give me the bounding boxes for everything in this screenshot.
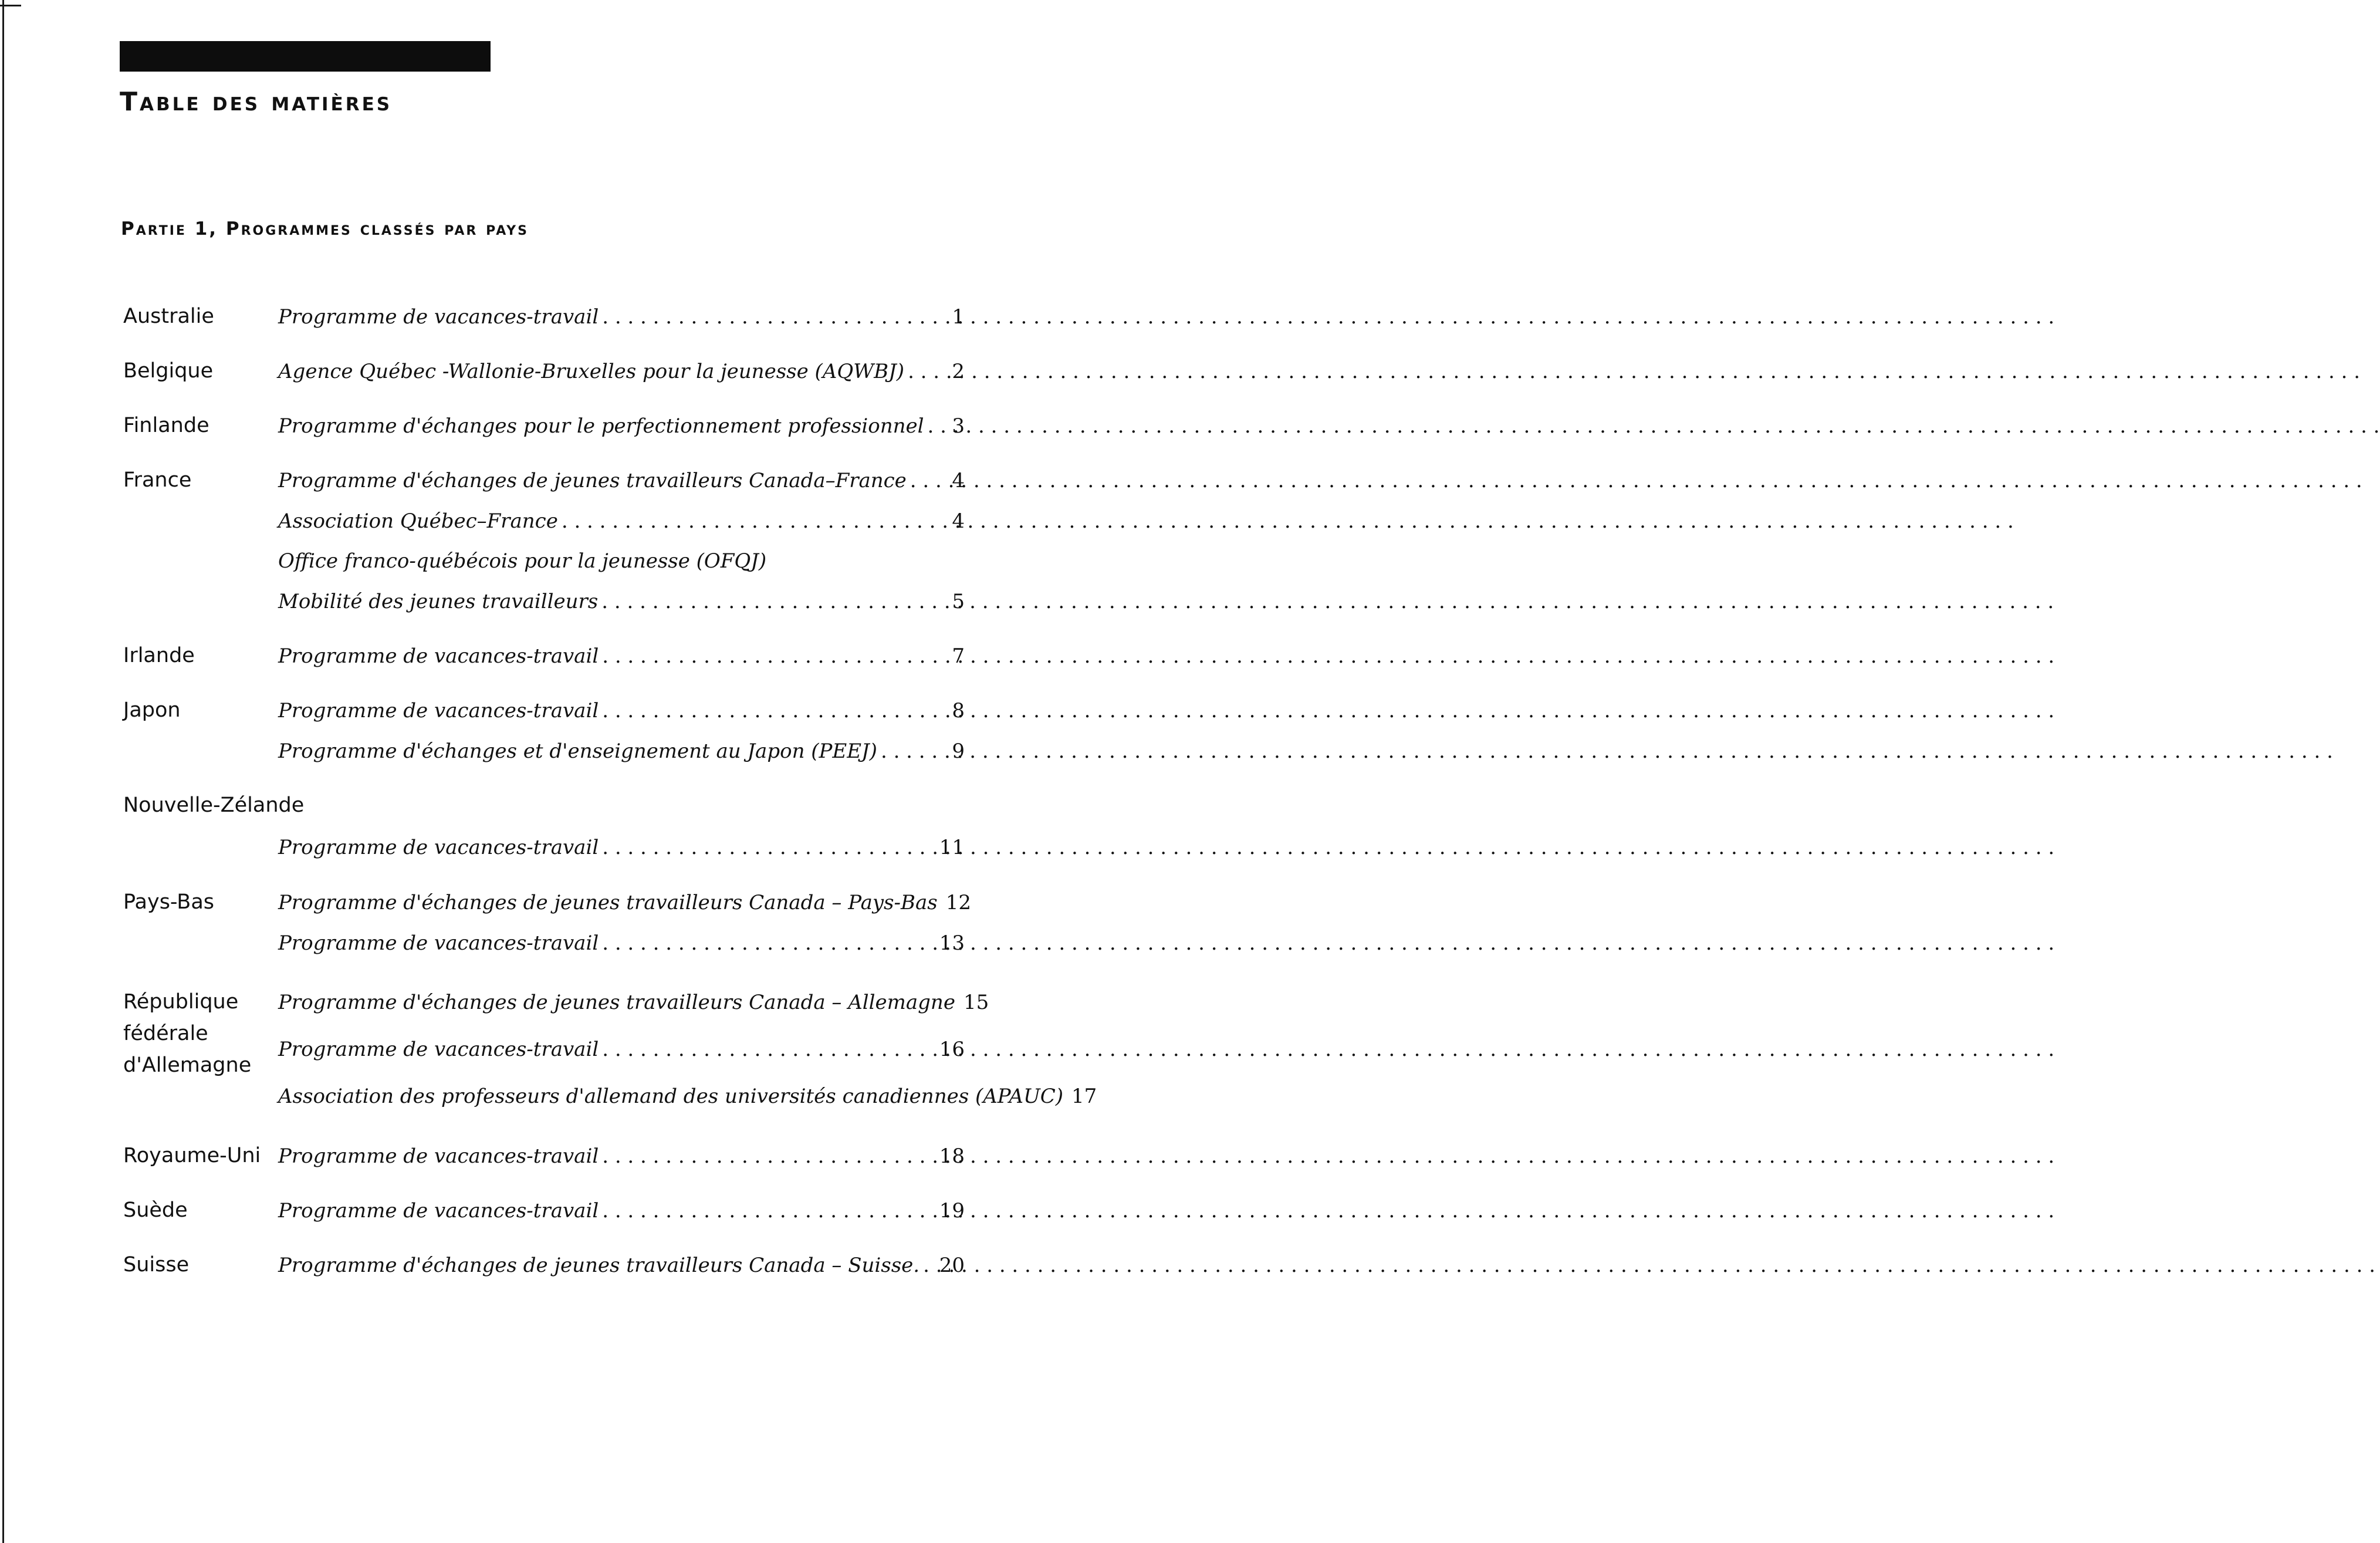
toc-entry [278, 735, 965, 768]
toc-page-number: 16 [939, 1038, 965, 1061]
toc-page-number: 7 [952, 644, 965, 668]
toc-entry-title: Office franco-québécois pour la jeunesse (OFQJ) [278, 549, 767, 573]
toc-entry [278, 1033, 965, 1066]
dot-leader [923, 1249, 935, 1282]
toc-page-number: 8 [952, 699, 965, 722]
dot-leader [602, 1194, 935, 1227]
toc-page-number: 2 [952, 360, 965, 383]
dot-leader [601, 585, 939, 618]
toc-page-number: 20 [939, 1254, 965, 1277]
toc-entry-title: Association Québec–France [278, 509, 558, 533]
toc-entry-title: Agence Québec -Wallonie-Bruxelles pour la jeunesse (AQWBJ) [278, 360, 905, 383]
toc-entry-title: Programme d'échanges de jeunes travailleurs Canada – Pays-Bas [278, 891, 938, 914]
toc-entry [278, 1194, 965, 1227]
toc-page-number: 3 [952, 414, 965, 438]
header-bar [120, 41, 491, 72]
toc-entry-title: Programme d'échanges et d'enseignement au Japon (PEEJ) [278, 740, 877, 763]
toc-entry-title: Programme d'échanges de jeunes travailleurs Canada – Suisse. [278, 1254, 920, 1277]
toc-page-number: 19 [939, 1199, 965, 1223]
binding-edge-line [2, 0, 4, 1543]
toc-page-number: 4 [952, 469, 965, 492]
toc-entry [278, 1249, 965, 1282]
dot-leader [602, 1140, 935, 1173]
toc-entry [278, 355, 965, 388]
toc-page-number: 18 [939, 1144, 965, 1168]
toc-entry [278, 927, 965, 960]
page-title: Table des matières [120, 87, 393, 117]
toc-entry [278, 640, 965, 673]
toc-entry-title: Programme de vacances-travail [278, 305, 599, 329]
country-label: Australie [123, 305, 214, 328]
country-label: Japon [123, 698, 181, 722]
toc-entry [278, 505, 965, 538]
toc-entry [278, 301, 965, 333]
toc-entry-title: Association des professeurs d'allemand des universités canadiennes (APAUC) [278, 1085, 1064, 1108]
country-label: République fédérale d'Allemagne [123, 990, 252, 1077]
part-title: Partie 1, Programmes classés par pays [121, 218, 529, 239]
toc-page-number: 5 [952, 590, 965, 613]
toc-entry-title: Programme de vacances-travail [278, 931, 599, 955]
toc-entry [278, 886, 971, 919]
toc-entry-title: Programme de vacances-travail [278, 644, 599, 668]
dot-leader [910, 464, 939, 497]
toc-entry [278, 986, 989, 1019]
toc-page-number: 9 [952, 740, 965, 763]
country-label: France [123, 468, 192, 492]
toc-entry [278, 545, 965, 578]
dot-leader [602, 640, 939, 673]
dot-leader [928, 410, 939, 443]
dot-leader [602, 927, 935, 960]
country-label: Suède [123, 1198, 188, 1222]
binding-edge-tick [0, 5, 21, 6]
toc-entry [278, 694, 965, 727]
toc-entry-title: Programme de vacances-travail [278, 836, 599, 859]
country-label: Pays-Bas [123, 890, 215, 914]
country-label: Irlande [123, 644, 195, 667]
toc-entry [278, 1080, 1097, 1113]
toc-entry-title: Programme d'échanges pour le perfectionnement professionnel [278, 414, 924, 438]
dot-leader [908, 355, 939, 388]
toc-entry [278, 410, 965, 443]
country-label: Belgique [123, 359, 214, 383]
toc-page-number: 17 [1071, 1085, 1097, 1108]
toc-entry-title: Mobilité des jeunes travailleurs [278, 590, 599, 613]
toc-entry [278, 585, 965, 618]
toc-entry-title: Programme de vacances-travail [278, 699, 599, 722]
toc-entry-title: Programme de vacances-travail [278, 1038, 599, 1061]
toc-page-number: 13 [939, 931, 965, 955]
country-label: Suisse [123, 1253, 190, 1277]
country-label: Royaume-Uni [123, 1144, 261, 1167]
dot-leader [562, 505, 939, 538]
toc-entry-title: Programme d'échanges de jeunes travailleurs Canada – Allemagne [278, 991, 955, 1014]
toc-entry [278, 464, 965, 497]
country-label: Nouvelle-Zélande [123, 794, 305, 817]
toc-entry-title: Programme de vacances-travail [278, 1144, 599, 1168]
document-page [0, 0, 1097, 1543]
dot-leader [881, 735, 939, 768]
toc-page-number: 4 [952, 509, 965, 533]
country-label: Finlande [123, 414, 209, 437]
toc-page-number: 11 [939, 836, 965, 859]
toc-page-number: 1 [952, 305, 965, 329]
toc-entry-title: Programme d'échanges de jeunes travailleurs Canada–France [278, 469, 907, 492]
dot-leader [602, 301, 939, 333]
dot-leader [602, 831, 935, 864]
toc-page-number: 15 [963, 991, 989, 1014]
dot-leader [602, 1033, 935, 1066]
toc-entry-title: Programme de vacances-travail [278, 1199, 599, 1223]
dot-leader [602, 694, 939, 727]
toc-entry [278, 1140, 965, 1173]
toc-page-number: 12 [945, 891, 971, 914]
toc-entry [278, 831, 965, 864]
